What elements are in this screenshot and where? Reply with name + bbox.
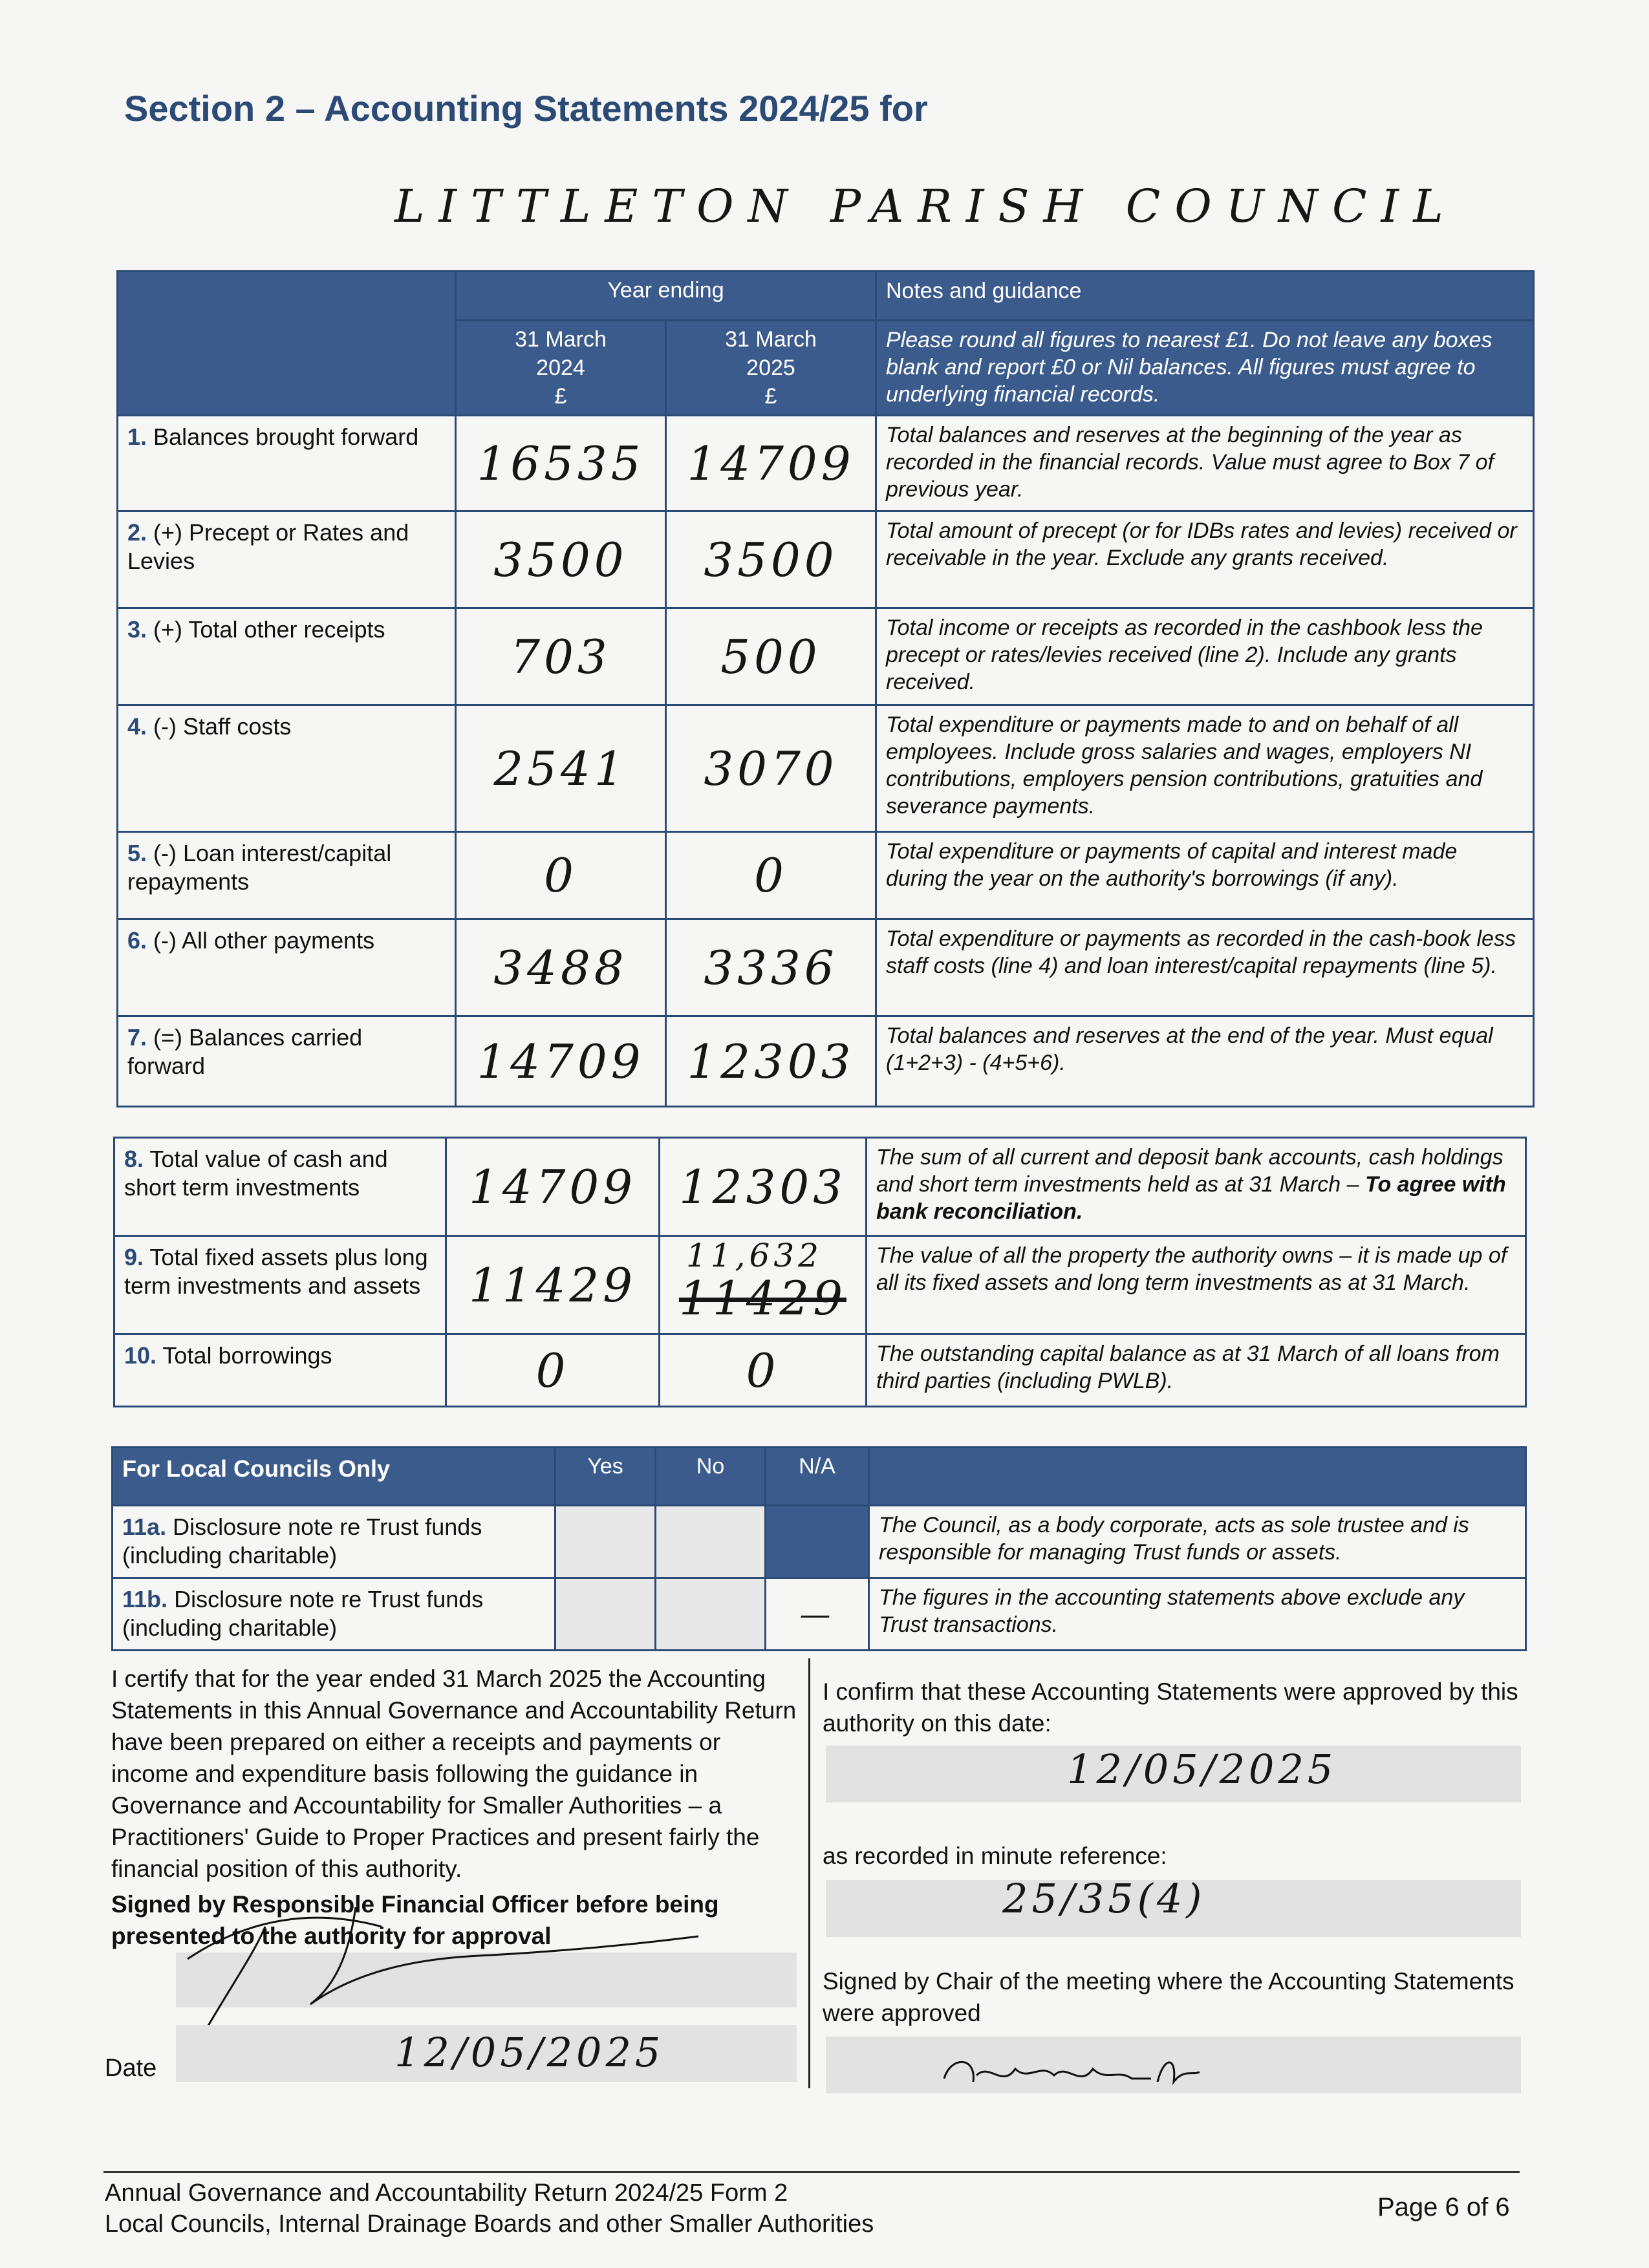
local-councils-heading: For Local Councils Only — [113, 1448, 555, 1506]
row-note: The outstanding capital balance as at 31 March of all loans from third parties (including PWLB). — [867, 1334, 1526, 1407]
table-row: 3. (+) Total other receipts 703 500 Total income or receipts as recorded in the cashbook less the precept or rates/levies received (line 2). Include any grants received. — [118, 608, 1534, 705]
value-2024: 3488 — [456, 919, 666, 1016]
row-note: Total expenditure or payments of capital and interest made during the year on the authority's borrowings (if any). — [876, 832, 1534, 919]
value-2025: 3070 — [666, 705, 876, 832]
rfo-signature-label: Signed by Responsible Financial Officer before being presented to the authority for approval — [111, 1891, 719, 1949]
row-note: Total balances and reserves at the end of the year. Must equal (1+2+3) - (4+5+6). — [876, 1016, 1534, 1107]
approval-certification — [823, 1676, 1527, 1739]
guidance-note: Please round all figures to nearest £1. Do not leave any boxes blank and report £0 or Nil balances. All figures must agree to underlying financial records. — [876, 321, 1534, 416]
table-row: 11a. Disclosure note re Trust funds (including charitable) The Council, as a body corporate, acts as sole trustee and is responsible for managing Trust funds or assets. — [113, 1506, 1526, 1578]
value-2024: 703 — [456, 608, 666, 705]
value-2025: 500 — [666, 608, 876, 705]
row-note: The value of all the property the authority owns – it is made up of all its fixed assets and long term investments as at 31 March. — [867, 1236, 1526, 1334]
table-row: 11b. Disclosure note re Trust funds (including charitable) — The figures in the accounting statements above exclude any Trust transactions. — [113, 1578, 1526, 1651]
row-note: Total balances and reserves at the beginning of the year as recorded in the financial records. Value must agree to Box 7 of previous year. — [876, 416, 1534, 511]
accounting-table — [116, 270, 1535, 1107]
na-header: N/A — [766, 1448, 869, 1506]
row-note: Total expenditure or payments made to and on behalf of all employees. Include gross salaries and wages, employers NI contributions, employers pension contributions, gratuities and severance payments. — [876, 705, 1534, 832]
page-title: Section 2 – Accounting Statements 2024/25 for — [124, 88, 928, 129]
table-row: 2. (+) Precept or Rates and Levies 3500 3500 Total amount of precept (or for IDBs rates and levies) received or receivable in the year. Exclude any grants received. — [118, 511, 1534, 608]
minute-ref: 25/35(4) — [1002, 1875, 1206, 1922]
assets-table — [113, 1137, 1527, 1407]
col-2024-header: 31 March 2024 £ — [456, 321, 666, 416]
table-row — [118, 416, 1534, 511]
na-checkbox[interactable]: — — [766, 1578, 869, 1651]
rfo-statement: I certify that for the year ended 31 March 2025 the Accounting Statements in this Annual Governance and Accountability Return have been prepared on either a receipts and payments or income and expenditure basis following the guidance in Governance and Accountability for Smaller Authorities – a Practitioners' Guide to Proper Practices and present fairly the financial position of this authority. — [111, 1665, 797, 1882]
table-row: 5. (-) Loan interest/capital repayments 0 0 Total expenditure or payments of capital and interest made during the year on the authority's borrowings (if any). — [118, 832, 1534, 919]
row-note: Total expenditure or payments as recorded in the cash-book less staff costs (line 4) and loan interest/capital repayments (line 5). — [876, 919, 1534, 1016]
footer-line-2: Local Councils, Internal Drainage Boards and other Smaller Authorities — [105, 2210, 874, 2238]
value-2024: 11429 — [446, 1236, 660, 1334]
value-2024: 3500 — [456, 511, 666, 608]
value-2025: 0 — [666, 832, 876, 919]
value-2025: 14709 — [666, 416, 876, 511]
value-2025: 12303 — [666, 1016, 876, 1107]
value-2025: 12303 — [660, 1138, 867, 1236]
table-row: 8. Total value of cash and short term investments 14709 12303 The sum of all current and deposit bank accounts, cash holdings and short term investments held as at 31 March – To agree with bank reconciliation. — [114, 1138, 1526, 1236]
struck-value: 11429 — [678, 1270, 847, 1325]
authority-name: LITTLETON PARISH COUNCIL — [394, 180, 1458, 233]
approval-date: 12/05/2025 — [1067, 1746, 1337, 1793]
header-blank — [869, 1448, 1526, 1506]
table-row: 10. Total borrowings 0 0 The outstanding capital balance as at 31 March of all loans from third parties (including PWLB). — [114, 1334, 1526, 1407]
footer-rule — [103, 2171, 1520, 2173]
na-checkbox[interactable] — [766, 1506, 869, 1578]
row-note: Total amount of precept (or for IDBs rates and levies) received or receivable in the year. Exclude any grants received. — [876, 511, 1534, 608]
approval-statement: I confirm that these Accounting Statements were approved by this authority on this date: — [823, 1678, 1518, 1737]
no-header: No — [656, 1448, 766, 1506]
table-row: 6. (-) All other payments 3488 3336 Total expenditure or payments as recorded in the cash-book less staff costs (line 4) and loan interest/capital repayments (line 5). — [118, 919, 1534, 1016]
yes-checkbox[interactable] — [555, 1578, 656, 1651]
value-2025 — [660, 1236, 867, 1334]
row-label: 1. Balances brought forward — [118, 416, 456, 511]
date-label: Date — [105, 2055, 157, 2082]
table-row: 4. (-) Staff costs 2541 3070 Total expenditure or payments made to and on behalf of all employees. Include gross salaries and wages, employers NI contributions, employers pension contributions, gratuities and severance payments. — [118, 705, 1534, 832]
table-header-blank — [118, 272, 456, 416]
local-councils-table — [111, 1446, 1527, 1651]
value-2025: 0 — [660, 1334, 867, 1407]
year-ending-header: Year ending — [456, 272, 876, 321]
chair-signature-label: Signed by Chair of the meeting where the Accounting Statements were approved — [823, 1968, 1514, 2026]
value-2025: 3500 — [666, 511, 876, 608]
footer-text — [105, 2177, 874, 2240]
no-checkbox[interactable] — [656, 1506, 766, 1578]
page-number: Page 6 of 6 — [1377, 2193, 1510, 2221]
yes-checkbox[interactable] — [555, 1506, 656, 1578]
footer-line-1: Annual Governance and Accountability Return 2024/25 Form 2 — [105, 2179, 788, 2207]
chair-signature — [938, 2043, 1248, 2101]
value-2024: 0 — [446, 1334, 660, 1407]
row-note: Total income or receipts as recorded in the cashbook less the precept or rates/levies received (line 2). Include any grants received. — [876, 608, 1534, 705]
yes-header: Yes — [555, 1448, 656, 1506]
value-2024: 14709 — [456, 1016, 666, 1107]
table-row: 9. Total fixed assets plus long term investments and assets 11429 11,632 11429 The value of all the property the authority owns – it is made up of all its fixed assets and long term investments as at 31 March. — [114, 1236, 1526, 1334]
row-note: The sum of all current and deposit bank accounts, cash holdings and short term investments held as at 31 March – To agree with bank reconciliation. — [867, 1138, 1526, 1236]
rfo-date: 12/05/2025 — [394, 2029, 665, 2076]
col-2025-header: 31 March 2025 £ — [666, 321, 876, 416]
value-2025: 3336 — [666, 919, 876, 1016]
table-row: 7. (=) Balances carried forward 14709 12303 Total balances and reserves at the end of the year. Must equal (1+2+3) - (4+5+6). — [118, 1016, 1534, 1107]
no-checkbox[interactable] — [656, 1578, 766, 1651]
correction-value: 11,632 — [686, 1237, 823, 1274]
minute-label: as recorded in minute reference: — [823, 1843, 1167, 1869]
notes-header: Notes and guidance — [876, 272, 1534, 321]
row-note: The figures in the accounting statements above exclude any Trust transactions. — [869, 1578, 1526, 1651]
value-2024: 0 — [456, 832, 666, 919]
row-note: The Council, as a body corporate, acts as sole trustee and is responsible for managing Trust funds or assets. — [869, 1506, 1526, 1578]
divider — [808, 1658, 810, 2088]
value-2024: 14709 — [446, 1138, 660, 1236]
value-2024: 2541 — [456, 705, 666, 832]
value-2024: 16535 — [456, 416, 666, 511]
